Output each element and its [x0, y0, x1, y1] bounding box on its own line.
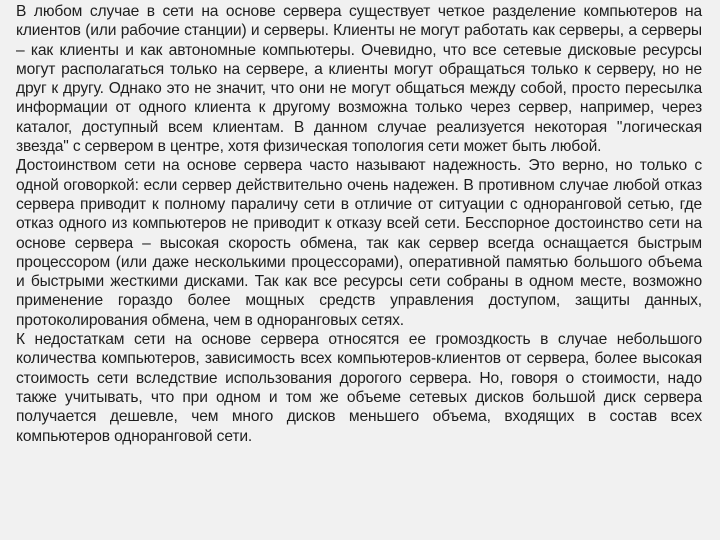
paragraph-server-network-roles: В любом случае в сети на основе сервера существует четкое разделение компьютеров на клиентов (или рабочие станции) и серверы. Клиенты не могут работать как серверы, а серверы – как клиенты и как автономные компьютеры. Очевидно, что все сетевые дисковые ресурсы могут располагаться только на сервере, а клиенты могут обращаться только к серверу, но не друг к другу. Однако это не значит, что они не могут общаться между собой, просто пересылка информации от одного клиента к другому возможна только через сервер, например, через каталог, доступный всем клиентам. В данном случае реализуется некоторая "логическая звезда" с сервером в центре, хотя физическая топология сети может быть любой.	[16, 3, 702, 156]
paragraph-server-network-advantages: Достоинством сети на основе сервера часто называют надежность. Это верно, но только с одной оговоркой: если сервер действительно очень надежен. В противном случае любой отказ сервера приводит к полному параличу сети в отличие от ситуации с одноранговой сетью, где отказ одного из компьютеров не приводит к отказу всей сети. Бесспорное достоинство сети на основе сервера – высокая скорость обмена, так как сервер всегда оснащается быстрым процессором (или даже несколькими процессорами), оперативной памятью большого объема и быстрыми жесткими дисками. Так как все ресурсы сети собраны в одном месте, возможно применение гораздо более мощных средств управления доступом, защиты данных, протоколирования обмена, чем в одноранговых сетях.	[16, 157, 702, 329]
paragraph-server-network-disadvantages: К недостаткам сети на основе сервера относятся ее громоздкость в случае небольшого количества компьютеров, зависимость всех компьютеров-клиентов от сервера, более высокая стоимость сети вследствие использования дорогого сервера. Но, говоря о стоимости, надо также учитывать, что при одном и том же объеме сетевых дисков большой диск сервера получается дешевле, чем много дисков меньшего объема, входящих в состав всех компьютеров одноранговой сети.	[16, 331, 702, 445]
document-text	[16, 2, 702, 446]
